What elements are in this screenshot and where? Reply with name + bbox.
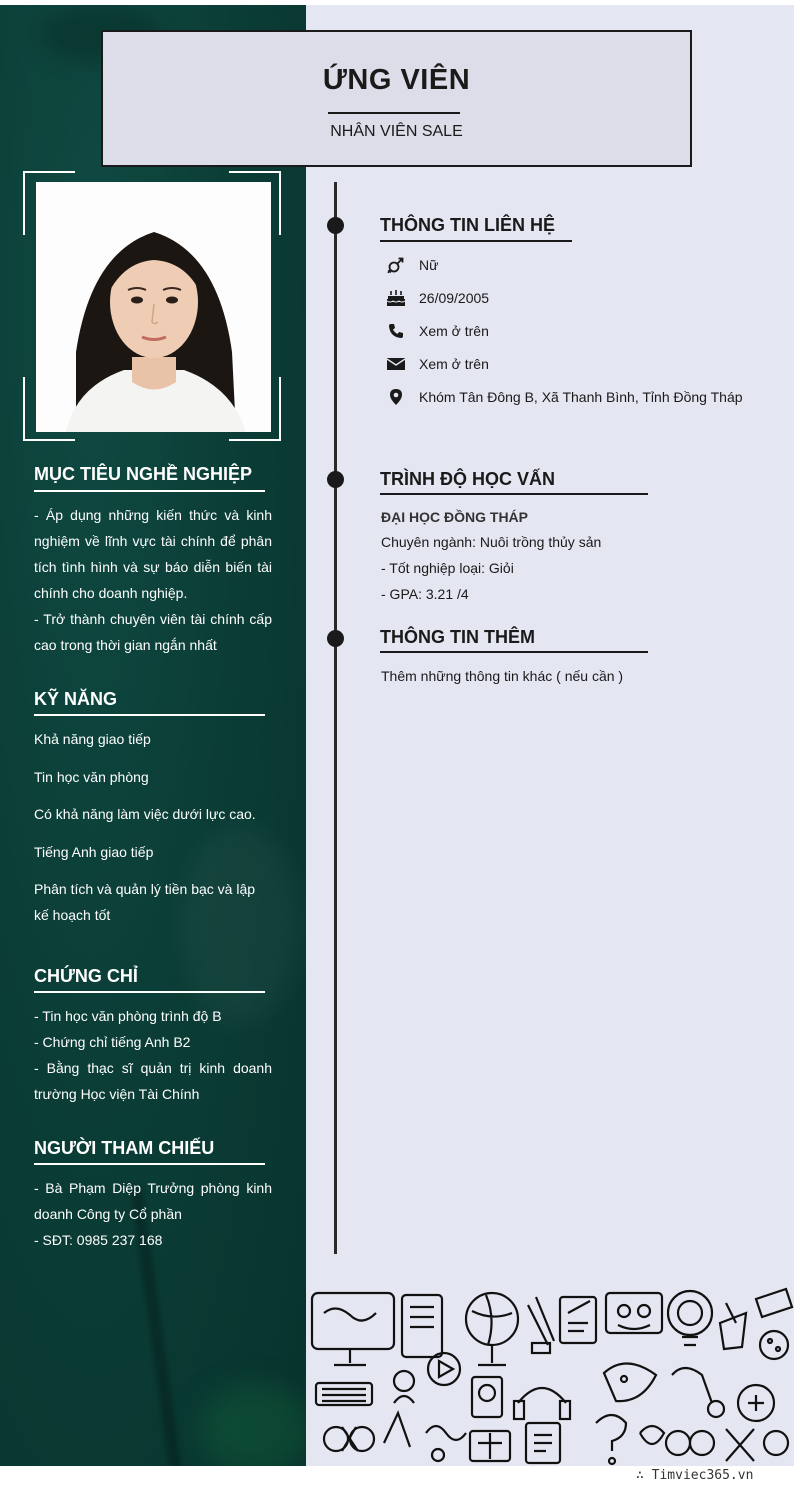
- skills-divider: [34, 714, 265, 716]
- skill-item: Khả năng giao tiếp: [34, 731, 151, 747]
- candidate-position: NHÂN VIÊN SALE: [330, 123, 463, 140]
- contact-phone: [385, 320, 489, 342]
- skill-item: Tiếng Anh giao tiếp: [34, 844, 154, 860]
- footer-watermark: ∴ Timviec365.vn: [636, 1468, 754, 1483]
- timeline-dot: [327, 217, 344, 234]
- timeline-dot: [327, 471, 344, 488]
- phone-value: Xem ở trên: [419, 323, 489, 339]
- gender-icon: [385, 254, 407, 276]
- extra-divider: [380, 651, 648, 653]
- certificates-list: [34, 1003, 272, 1107]
- timeline-line: [334, 182, 337, 1254]
- contact-divider: [380, 240, 572, 242]
- reference-item: - Bà Phạm Diệp Trưởng phòng kinh doanh Công ty Cổ phần: [34, 1180, 272, 1222]
- objective-text: [34, 502, 272, 658]
- objective-line: - Trở thành chuyên viên tài chính cấp cao trong thời gian ngắn nhất: [34, 611, 272, 653]
- contact-gender: [385, 254, 438, 276]
- certificates-title: CHỨNG CHỈ: [34, 966, 138, 986]
- skill-item: Phân tích và quản lý tiền bạc và lập kế hoạch tốt: [34, 881, 256, 923]
- education-divider: [380, 493, 648, 495]
- candidate-name: ỨNG VIÊN: [322, 64, 471, 96]
- location-pin-icon: [385, 386, 407, 408]
- header-box: [101, 30, 692, 167]
- education-grade: - Tốt nghiệp loại: Giỏi: [381, 560, 514, 576]
- contact-birthday: [385, 287, 489, 309]
- extra-title: THÔNG TIN THÊM: [380, 627, 535, 647]
- education-gpa: - GPA: 3.21 /4: [381, 586, 469, 602]
- phone-icon: [385, 320, 407, 342]
- certificate-item: - Bằng thạc sĩ quản trị kinh doanh trường Học viện Tài Chính: [34, 1060, 272, 1102]
- skills-title: KỸ NĂNG: [34, 689, 118, 709]
- photo-frame: [23, 171, 281, 441]
- education-school: ĐẠI HỌC ĐỒNG THÁP: [381, 509, 528, 525]
- birthday-value: 26/09/2005: [419, 290, 490, 306]
- education-title: TRÌNH ĐỘ HỌC VẤN: [380, 469, 555, 489]
- education-major: Chuyên ngành: Nuôi trồng thủy sản: [381, 534, 602, 550]
- birthday-cake-icon: [385, 287, 407, 309]
- extra-text: Thêm những thông tin khác ( nếu cần ): [381, 668, 624, 684]
- skill-item: Có khả năng làm việc dưới lực cao.: [34, 806, 256, 822]
- certificates-divider: [34, 991, 265, 993]
- certificate-item: - Chứng chỉ tiếng Anh B2: [34, 1034, 191, 1050]
- header-divider: [328, 112, 460, 114]
- objective-line: - Áp dụng những kiến thức và kinh nghiệm về lĩnh vực tài chính để phân tích tình hình và sự báo diễn biến tài chính cho doanh nghiệp.: [34, 507, 272, 601]
- references-divider: [34, 1163, 265, 1165]
- reference-item: - SĐT: 0985 237 168: [34, 1232, 163, 1248]
- objective-title: MỤC TIÊU NGHỀ NGHIỆP: [34, 464, 253, 484]
- address-value: Khóm Tân Đông B, Xã Thanh Bình, Tỉnh Đồng Tháp: [419, 389, 743, 405]
- certificate-item: - Tin học văn phòng trình độ B: [34, 1008, 222, 1024]
- email-icon: [385, 353, 407, 375]
- references-list: [34, 1175, 272, 1253]
- skill-item: Tin học văn phòng: [34, 769, 149, 785]
- timeline-dot: [327, 630, 344, 647]
- email-value: Xem ở trên: [419, 356, 489, 372]
- contact-title: THÔNG TIN LIÊN HỆ: [380, 215, 555, 235]
- contact-email: [385, 353, 489, 375]
- objective-divider: [34, 490, 265, 492]
- gender-value: Nữ: [419, 257, 439, 273]
- references-title: NGƯỜI THAM CHIẾU: [34, 1138, 215, 1158]
- contact-address: [385, 386, 743, 408]
- doodle-illustration: [306, 1283, 794, 1466]
- avatar: [36, 182, 271, 432]
